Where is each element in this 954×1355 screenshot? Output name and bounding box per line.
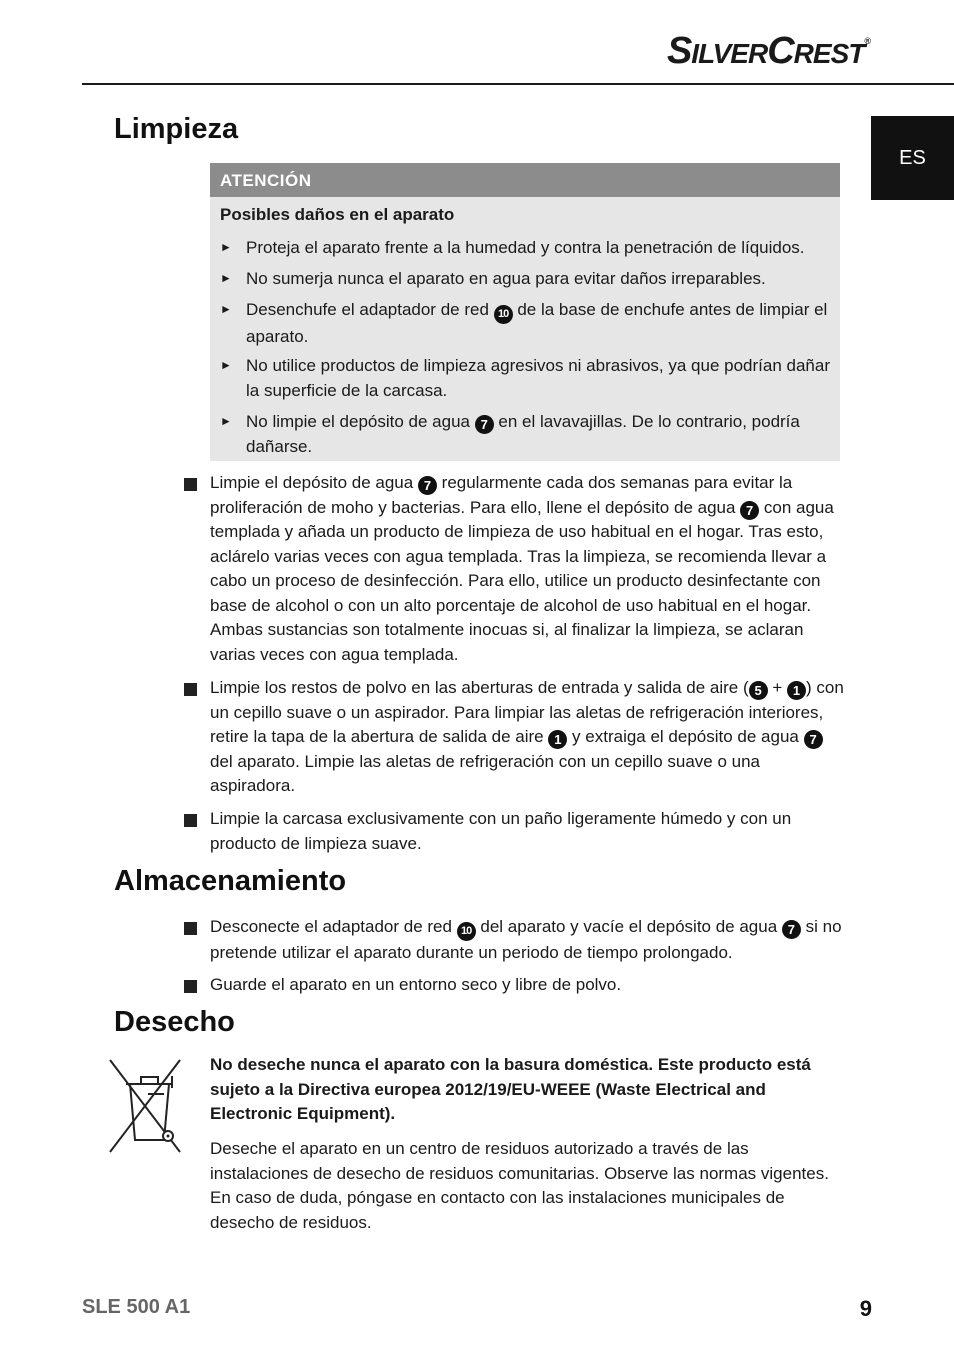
text-fragment: y extraiga el depósito de agua — [567, 727, 804, 746]
item-text — [210, 973, 844, 998]
warning-heading: ATENCIÓN — [210, 163, 840, 197]
text-fragment: + — [767, 678, 788, 697]
reference-number-badge: 5 — [749, 681, 768, 700]
square-bullet-icon — [184, 814, 197, 827]
item-text — [246, 297, 830, 349]
reference-number-badge: 10 — [494, 305, 513, 324]
arrow-bullet-icon: ► — [220, 358, 232, 372]
warning-subheading: Posibles daños en el aparato — [220, 205, 455, 224]
reference-number-badge: 7 — [740, 501, 759, 520]
section-title-almacenamiento: Almacenamiento — [114, 865, 347, 897]
text-fragment: Proteja el aparato frente a la humedad y contra la penetración de líquidos. — [246, 238, 805, 257]
text-fragment: regularmente cada dos semanas para evitar la proliferación de moho y bacterias. Para ello, llene el depósito de agua — [210, 473, 793, 517]
item-text — [246, 235, 830, 260]
warning-item — [220, 297, 830, 349]
reference-number-badge: 1 — [787, 681, 806, 700]
section-title-desecho: Desecho — [114, 1006, 235, 1038]
list-item — [184, 807, 844, 856]
reference-number-badge: 7 — [418, 476, 437, 495]
warning-box — [210, 163, 840, 461]
text-fragment: Desenchufe el adaptador de red — [246, 300, 494, 319]
warning-item — [220, 235, 830, 260]
page-number: 9 — [859, 1296, 872, 1321]
square-bullet-icon — [184, 478, 197, 491]
item-text — [210, 807, 844, 856]
arrow-bullet-icon: ► — [220, 271, 232, 285]
brand-logo: SILVERCREST® — [666, 30, 870, 72]
disposal-text: Deseche el aparato en un centro de residuos autorizado a través de las instalaciones de desecho de residuos comunitarias. Observe las normas vigentes. En caso de duda, póngase en contacto con las instalaciones municipales de desecho de residuos. — [210, 1139, 829, 1232]
item-text — [246, 409, 830, 459]
list-item — [184, 915, 844, 966]
text-fragment: de la base de enchufe antes de limpiar el aparato. — [246, 300, 828, 346]
text-fragment: ) con un cepillo suave o un aspirador. Para limpiar las aletas de refrigeración interiores, retire la tapa de la abertura de salida de aire — [210, 678, 844, 746]
model-number: SLE 500 A1 — [82, 1296, 191, 1318]
reference-number-badge: 7 — [782, 920, 801, 939]
header-rule — [82, 83, 954, 85]
arrow-bullet-icon: ► — [220, 240, 232, 254]
item-text — [246, 353, 830, 403]
warning-item — [220, 409, 830, 459]
arrow-bullet-icon: ► — [220, 302, 232, 316]
list-item — [184, 471, 844, 667]
item-text — [210, 471, 844, 667]
item-text — [210, 676, 844, 799]
text-fragment: Limpie los restos de polvo en las aberturas de entrada y salida de aire ( — [210, 678, 749, 697]
square-bullet-icon — [184, 922, 197, 935]
text-fragment: Limpie el depósito de agua — [210, 473, 418, 492]
disposal-warning: No deseche nunca el aparato con la basura doméstica. Este producto está sujeto a la Directiva europea 2012/19/EU-WEEE (Waste Electrical and Electronic Equipment). — [210, 1055, 811, 1123]
item-text — [210, 915, 844, 966]
warning-item — [220, 353, 830, 403]
reference-number-badge: 7 — [804, 730, 823, 749]
list-item — [184, 973, 844, 998]
square-bullet-icon — [184, 683, 197, 696]
reference-number-badge: 1 — [548, 730, 567, 749]
text-fragment: No sumerja nunca el aparato en agua para evitar daños irreparables. — [246, 269, 766, 288]
item-text — [246, 266, 830, 291]
text-fragment: No limpie el depósito de agua — [246, 412, 475, 431]
crossed-bin-icon — [108, 1058, 182, 1154]
text-fragment: con agua templada y añada un producto de limpieza de uso habitual en el hogar. Tras esto, aclárelo varias veces con agua templada. Tras la limpieza, se recomienda llevar a cabo un proceso de desinfección. Para ello, utilice un producto desinfectante con base de alcohol o con un alto porcentaje de alcohol de uso habitual en el hogar. Ambas sustancias son totalmente inocuas si, al finalizar la limpieza, se aclaran varias veces con agua templada. — [210, 497, 834, 664]
warning-item — [220, 266, 830, 291]
text-fragment: Desconecte el adaptador de red — [210, 917, 457, 936]
text-fragment: No utilice productos de limpieza agresivos ni abrasivos, ya que podrían dañar la superficie de la carcasa. — [246, 356, 830, 400]
text-fragment: del aparato y vacíe el depósito de agua — [475, 917, 782, 936]
text-fragment: si no pretende utilizar el aparato durante un periodo de tiempo prolongado. — [210, 917, 842, 962]
reference-number-badge: 7 — [475, 415, 494, 434]
text-fragment: del aparato. Limpie las aletas de refrigeración con un cepillo suave o una aspiradora. — [210, 751, 761, 795]
text-fragment: en el lavavajillas. De lo contrario, podría dañarse. — [246, 412, 800, 456]
language-tab: ES — [871, 116, 954, 200]
arrow-bullet-icon: ► — [220, 414, 232, 428]
text-fragment: Guarde el aparato en un entorno seco y libre de polvo. — [210, 975, 622, 994]
text-fragment: Limpie la carcasa exclusivamente con un paño ligeramente húmedo y con un producto de limpieza suave. — [210, 809, 792, 853]
reference-number-badge: 10 — [457, 922, 476, 941]
list-item — [184, 676, 844, 799]
section-title-limpieza: Limpieza — [114, 113, 239, 145]
square-bullet-icon — [184, 980, 197, 993]
